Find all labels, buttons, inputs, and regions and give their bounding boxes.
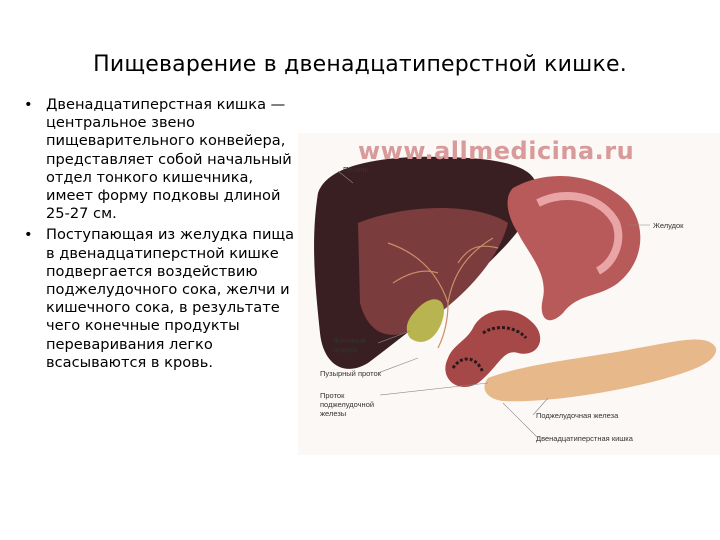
bullet-text: Двенадцатиперстная кишка — центральное звено пищеварительного конвейера, представляет собой начальный отдел тонкого кишечника, имеет форму подковы длиной 25-27 см. bbox=[46, 96, 292, 223]
slide-title: Пищеварение в двенадцатиперстной кишке. bbox=[93, 52, 627, 77]
label-gallbladder: Желчный пузырь bbox=[333, 336, 366, 354]
bullet-item bbox=[22, 226, 297, 372]
watermark-text: www.allmedicina.ru bbox=[358, 137, 635, 165]
bullet-item bbox=[22, 96, 297, 223]
label-stomach: Желудок bbox=[653, 221, 684, 230]
label-pancreatic-duct: Проток поджелудочной железы bbox=[320, 391, 375, 418]
bullet-list bbox=[22, 96, 297, 375]
label-pancreas: Поджелудочная железа bbox=[536, 411, 619, 420]
bullet-text: Поступающая из желудка пища в двенадцатиперстной кишке подвергается воздействию поджелудочного сока, желчи и кишечного сока, в результате чего конечные продукты переваривания легко всасываются в кровь. bbox=[46, 226, 295, 371]
anatomy-illustration bbox=[298, 133, 720, 455]
label-liver: Печень bbox=[343, 165, 369, 174]
bullet-glyph: • bbox=[24, 226, 33, 244]
label-bile-duct: Пузырный проток bbox=[320, 369, 381, 378]
label-duodenum: Двенадцатиперстная кишка bbox=[536, 434, 633, 443]
bullet-glyph: • bbox=[24, 96, 33, 113]
